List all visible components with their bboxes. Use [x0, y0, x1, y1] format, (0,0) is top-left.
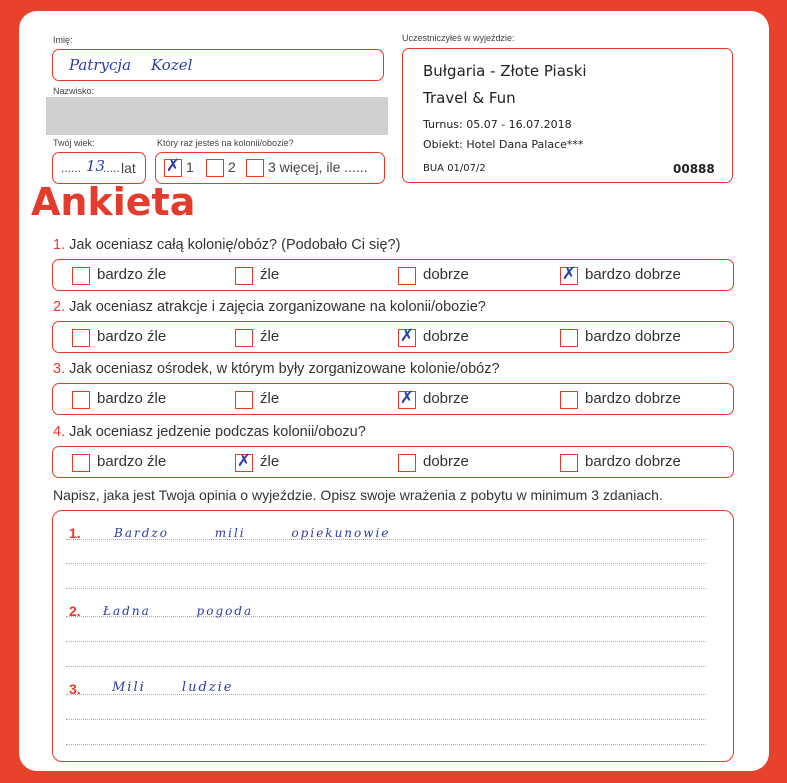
ktory-raz-option-3: 3 więcej, ile ...... [268, 159, 368, 175]
trip-organizer: Travel & Fun [423, 89, 516, 107]
question-2-checkbox-3[interactable] [398, 326, 416, 347]
question-label: Jak oceniasz całą kolonię/obóz? (Podobało Ci się?) [69, 237, 401, 253]
option-label: bardzo dobrze [585, 266, 681, 283]
wiek-unit: lat [121, 160, 136, 176]
check-mark-icon: ✗ [165, 156, 181, 176]
wiek-value: 13 [86, 157, 106, 175]
option-label: dobrze [423, 266, 469, 283]
line [66, 588, 706, 589]
uczestniczyles-label: Uczestniczyłeś w wyjeździe: [402, 33, 515, 43]
question-1-checkbox-2[interactable] [235, 267, 253, 285]
option-label: źle [260, 266, 280, 283]
ktory-raz-checkbox-1[interactable] [164, 156, 182, 177]
imie-field[interactable] [52, 49, 384, 81]
question-number: 4. [53, 424, 66, 440]
question-3-checkbox-2[interactable] [235, 391, 253, 409]
option-label: źle [260, 390, 280, 407]
ktory-raz-checkbox-2[interactable] [206, 159, 224, 177]
option-label: dobrze [423, 453, 469, 470]
ktory-raz-option-2: 2 [228, 159, 236, 175]
option-label: źle [260, 328, 280, 345]
ktory-raz-label: Który raz jesteś na kolonii/obozie? [157, 138, 294, 148]
question-number: 1. [53, 237, 66, 253]
question-3-checkbox-4[interactable] [560, 391, 578, 409]
option-label: dobrze [423, 390, 469, 407]
question-2-checkbox-1[interactable] [72, 329, 90, 347]
option-label: bardzo dobrze [585, 453, 681, 470]
question-2-checkbox-4[interactable] [560, 329, 578, 347]
opinion-prompt: Napisz, jaka jest Twoja opinia o wyjeździe. Opisz swoje wrażenia z pobytu w minimum 3 zdaniach. [53, 487, 663, 503]
check-mark-icon: ✗ [236, 451, 252, 471]
question-2-checkbox-2[interactable] [235, 329, 253, 347]
question-label: Jak oceniasz jedzenie podczas kolonii/obozu? [69, 424, 366, 440]
ktory-raz-checkbox-3[interactable] [246, 159, 264, 177]
question-1-text [53, 237, 400, 253]
trip-code: BUA 01/07/2 [423, 163, 486, 174]
line [66, 719, 706, 720]
answer-text-1: Bardzo mili opiekunowie [114, 526, 391, 540]
imie-label: Imię: [53, 35, 73, 45]
question-4-text [53, 424, 366, 440]
answer-num-2: 2. [69, 603, 81, 619]
check-mark-icon: ✗ [399, 326, 415, 346]
option-label: bardzo źle [97, 266, 167, 283]
option-label: bardzo źle [97, 328, 167, 345]
question-3-checkbox-1[interactable] [72, 391, 90, 409]
question-4-checkbox-1[interactable] [72, 454, 90, 472]
question-1-checkbox-4[interactable] [560, 264, 578, 285]
answer-num-1: 1. [69, 525, 81, 541]
trip-destination: Bułgaria - Złote Piaski [423, 62, 587, 80]
question-1-checkbox-3[interactable] [398, 267, 416, 285]
ktory-raz-option-1: 1 [186, 159, 194, 175]
question-number: 3. [53, 361, 66, 377]
option-label: bardzo dobrze [585, 390, 681, 407]
wiek-dots-left: ...... [61, 161, 82, 175]
trip-info-box [402, 48, 733, 183]
opinion-box[interactable] [52, 510, 734, 762]
question-4-checkbox-2[interactable] [235, 451, 253, 472]
trip-turnus: Turnus: 05.07 - 16.07.2018 [423, 118, 572, 131]
line [66, 641, 706, 642]
check-mark-icon: ✗ [399, 388, 415, 408]
question-1-checkbox-1[interactable] [72, 267, 90, 285]
question-label: Jak oceniasz ośrodek, w którym były zorganizowane kolonie/obóz? [69, 361, 500, 377]
imie-value: Patrycja [69, 56, 132, 74]
trip-obiekt: Obiekt: Hotel Dana Palace*** [423, 138, 584, 151]
option-label: dobrze [423, 328, 469, 345]
option-label: bardzo dobrze [585, 328, 681, 345]
wiek-dots-right: ..... [103, 161, 120, 175]
option-label: bardzo źle [97, 390, 167, 407]
question-label: Jak oceniasz atrakcje i zajęcia zorganizowane na kolonii/obozie? [69, 299, 486, 315]
page-title: Ankieta [31, 180, 196, 224]
imie-value-second: Kozel [151, 56, 193, 74]
line [66, 744, 706, 745]
question-4-checkbox-3[interactable] [398, 454, 416, 472]
wiek-label: Twój wiek: [53, 138, 95, 148]
question-number: 2. [53, 299, 66, 315]
line [66, 666, 706, 667]
option-label: źle [260, 453, 280, 470]
trip-number: 00888 [673, 162, 715, 176]
question-3-checkbox-3[interactable] [398, 388, 416, 409]
answer-text-3: Mili ludzie [112, 680, 234, 695]
question-2-text [53, 299, 486, 315]
question-3-text [53, 361, 500, 377]
option-label: bardzo źle [97, 453, 167, 470]
check-mark-icon: ✗ [561, 264, 577, 284]
nazwisko-redacted [46, 97, 388, 135]
question-4-checkbox-4[interactable] [560, 454, 578, 472]
answer-num-3: 3. [69, 681, 81, 697]
line [66, 563, 706, 564]
answer-text-2: Ładna pogoda [103, 604, 254, 618]
nazwisko-label: Nazwisko: [53, 86, 95, 96]
